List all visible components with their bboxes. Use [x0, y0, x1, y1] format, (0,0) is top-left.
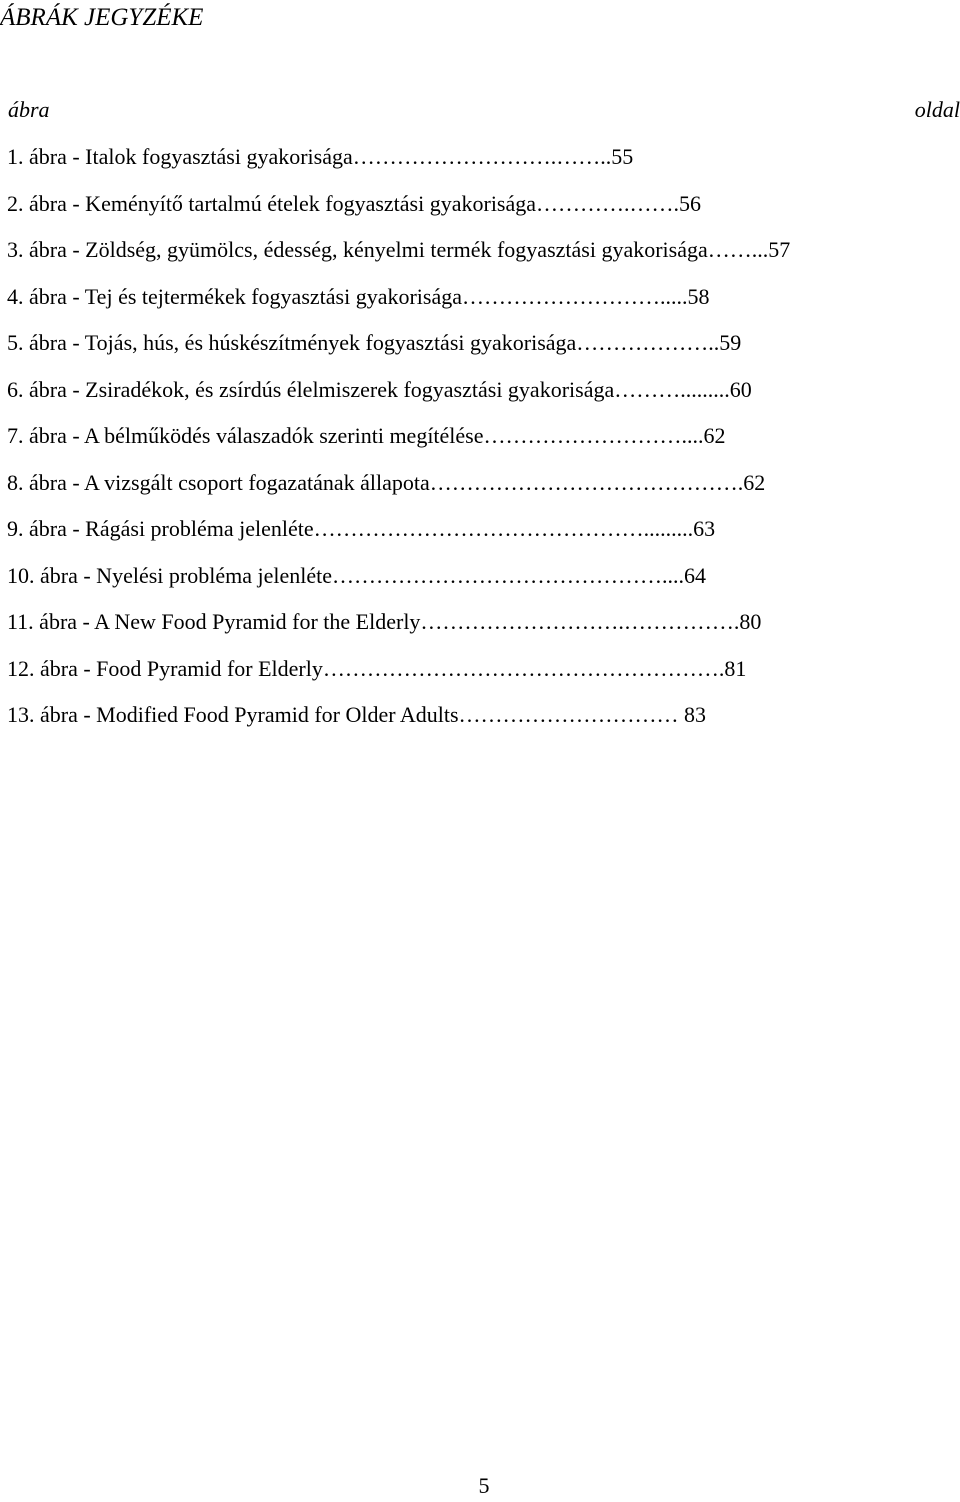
figure-list-item: [7, 559, 958, 606]
page-title: ÁBRÁK JEGYZÉKE: [0, 4, 204, 31]
figure-entry: 2. ábra - Keményítő tartalmú ételek fogyasztási gyakorisága………….…….56: [7, 190, 702, 216]
column-headers: [8, 94, 960, 126]
figure-entry: 7. ábra - A bélműködés válaszadók szerinti megítélése………………………....62: [7, 423, 726, 448]
column-header-figure: ábra: [8, 97, 50, 122]
figure-list-item: [7, 373, 958, 420]
figure-entry: 1. ábra - Italok fogyasztási gyakorisága……………………….……..55: [7, 144, 634, 169]
figure-list-item: [7, 512, 958, 559]
figure-entry: 10. ábra - Nyelési probléma jelenléte………………………………………....64: [7, 562, 706, 588]
figure-list: [7, 140, 958, 745]
figure-entry: 5. ábra - Tojás, hús, és húskészítmények fogyasztási gyakorisága………………..59: [7, 330, 742, 355]
figure-list-item: [7, 605, 958, 652]
figure-list-item: [7, 652, 958, 699]
figure-entry: 13. ábra - Modified Food Pyramid for Older Adults………………………… 83: [7, 702, 707, 727]
figure-entry: 12. ábra - Food Pyramid for Elderly……………………………………………….81: [7, 655, 747, 681]
figure-entry: 8. ábra - A vizsgált csoport fogazatának állapota…………………………………….62: [7, 469, 766, 495]
figure-entry: 3. ábra - Zöldség, gyümölcs, édesség, kényelmi termék fogyasztási gyakorisága……...57: [7, 237, 791, 262]
figure-entry: 4. ábra - Tej és tejtermékek fogyasztási gyakorisága……………………….....58: [7, 283, 710, 309]
figure-list-item: [7, 698, 958, 745]
figure-list-item: [7, 326, 958, 373]
figure-list-item: [7, 187, 958, 234]
figure-list-item: [7, 419, 958, 466]
figure-list-item: [7, 140, 958, 187]
column-header-page: oldal: [914, 97, 960, 122]
figure-list-item: [7, 280, 958, 327]
figure-entry: 6. ábra - Zsiradékok, és zsírdús élelmiszerek fogyasztási gyakorisága……….........60: [7, 376, 752, 402]
figure-list-item: [7, 233, 958, 280]
figure-list-item: [7, 466, 958, 513]
figure-entry: 11. ábra - A New Food Pyramid for the Elderly……………………….…………….80: [7, 609, 762, 634]
page-number: 5: [478, 1473, 490, 1498]
figure-entry: 9. ábra - Rágási probléma jelenléte……………………………………….........63: [7, 516, 716, 541]
